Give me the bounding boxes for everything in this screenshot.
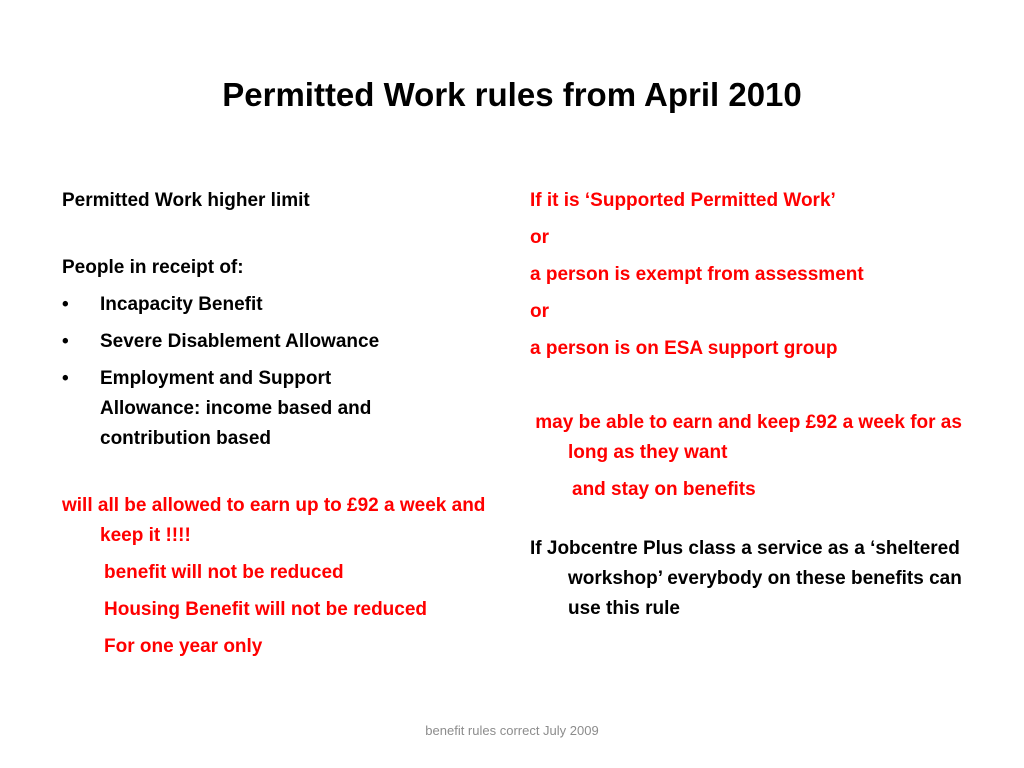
- slide-title: Permitted Work rules from April 2010: [222, 76, 802, 113]
- bullet-text: Incapacity Benefit: [100, 294, 263, 315]
- not-reduced-text: benefit will not be reduced: [104, 562, 344, 583]
- right-column: [530, 186, 970, 631]
- spacer: [530, 371, 970, 408]
- bullet-icon: •: [62, 331, 69, 352]
- right-line-3: a person is on ESA support group: [530, 338, 838, 359]
- bullet-item: [62, 290, 502, 320]
- jobcentre-text: If Jobcentre Plus class a service as a ‘sheltered workshop’ everybody on these benefits can use this rule: [530, 538, 962, 619]
- one-year-text: For one year only: [104, 636, 263, 657]
- stay-text: and stay on benefits: [572, 479, 756, 500]
- bullet-item: [62, 364, 502, 454]
- bullet-text: Severe Disablement Allowance: [100, 331, 380, 352]
- right-line-1: If it is ‘Supported Permitted Work’: [530, 190, 836, 211]
- slide-footer: benefit rules correct July 2009: [425, 723, 599, 738]
- allowed-text: will all be allowed to earn up to £92 a week and keep it !!!!: [62, 495, 486, 546]
- spacer: [62, 223, 502, 253]
- left-column: [62, 186, 502, 669]
- bullet-icon: •: [62, 294, 69, 315]
- spacer: [62, 461, 502, 491]
- right-or-2: or: [530, 301, 549, 322]
- right-or-1: or: [530, 227, 549, 248]
- bullet-icon: •: [62, 368, 69, 389]
- housing-text: Housing Benefit will not be reduced: [104, 599, 428, 620]
- earn-text: may be able to earn and keep £92 a week for as long as they want: [530, 412, 968, 463]
- left-heading: Permitted Work higher limit: [62, 190, 310, 211]
- left-intro: People in receipt of:: [62, 257, 244, 278]
- bullet-item: [62, 327, 502, 357]
- bullet-text: Employment and Support Allowance: income based and contribution based: [100, 368, 372, 449]
- right-line-2: a person is exempt from assessment: [530, 264, 864, 285]
- spacer: [530, 512, 970, 534]
